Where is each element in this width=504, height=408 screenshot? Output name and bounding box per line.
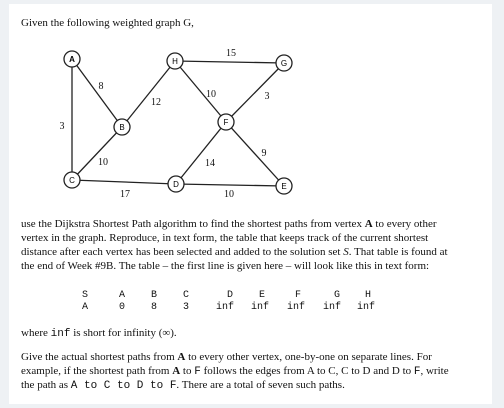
edge-g-f: [226, 63, 284, 122]
edge-f-e: [226, 122, 284, 186]
svg-text:H: H: [172, 57, 178, 66]
edge-c-d: [72, 180, 176, 184]
weight-g-f: 3: [264, 91, 270, 102]
edge-a-b: [72, 59, 122, 127]
weight-f-d: 14: [205, 158, 215, 169]
edge-b-c: [72, 127, 122, 180]
weight-d-e: 10: [224, 189, 234, 200]
weight-b-h: 12: [151, 97, 161, 108]
edge-h-g: [175, 61, 284, 63]
weight-h-f: 10: [206, 89, 216, 100]
node-a: [64, 51, 80, 67]
question-card: Given the following weighted graph G, 15 8 12 10 3 3 10 14 9 17 10 A H G B F C D E use the Dijkstra Shortest Path algorithm to find the shortest paths from vertex A to every other vertex in the graph. Reproduce, in text form, the table that keeps track of the current shortest distance after each vertex has been selected and added to the solution set S. That table is found at the end of Week #9B. The table – the first line is given here – will look like this in text form: S A B C D E F G H A 0 8 3 inf inf inf inf inf where inf is short for infinity (∞). Give the actual shortest paths from A to every other vertex, one-by-one on separate lines. For example, if the shortest path from A to F follows the edges from A to C, C to D and D to F, write the path as A to C to D to F. There are a total of seven such paths.: [9, 4, 492, 404]
svg-text:B: B: [119, 123, 125, 132]
node-g: [276, 55, 292, 71]
svg-text:D: D: [173, 180, 179, 189]
node-b: [114, 119, 130, 135]
svg-text:C: C: [69, 176, 75, 185]
weight-a-c: 3: [59, 121, 65, 132]
edge-f-d: [176, 122, 226, 184]
weight-c-d: 17: [120, 189, 130, 200]
svg-text:A: A: [69, 55, 75, 64]
svg-text:G: G: [280, 59, 288, 68]
node-c: [64, 172, 80, 188]
weight-b-c: 10: [98, 157, 108, 168]
weighted-graph: [9, 4, 492, 214]
node-d: [168, 176, 184, 192]
edge-b-h: [122, 61, 175, 127]
inf-note: where inf is short for infinity (∞).: [21, 327, 177, 340]
weight-h-g: 15: [226, 48, 236, 59]
node-h: [167, 53, 183, 69]
weight-a-b: 8: [98, 81, 104, 92]
svg-text:E: E: [281, 182, 287, 191]
svg-text:F: F: [223, 118, 229, 127]
edge-h-f: [175, 61, 226, 122]
node-f: [218, 114, 234, 130]
weight-f-e: 9: [261, 148, 267, 159]
edge-d-e: [176, 184, 284, 186]
intro-text: Given the following weighted graph G,: [21, 17, 194, 29]
node-e: [276, 178, 292, 194]
